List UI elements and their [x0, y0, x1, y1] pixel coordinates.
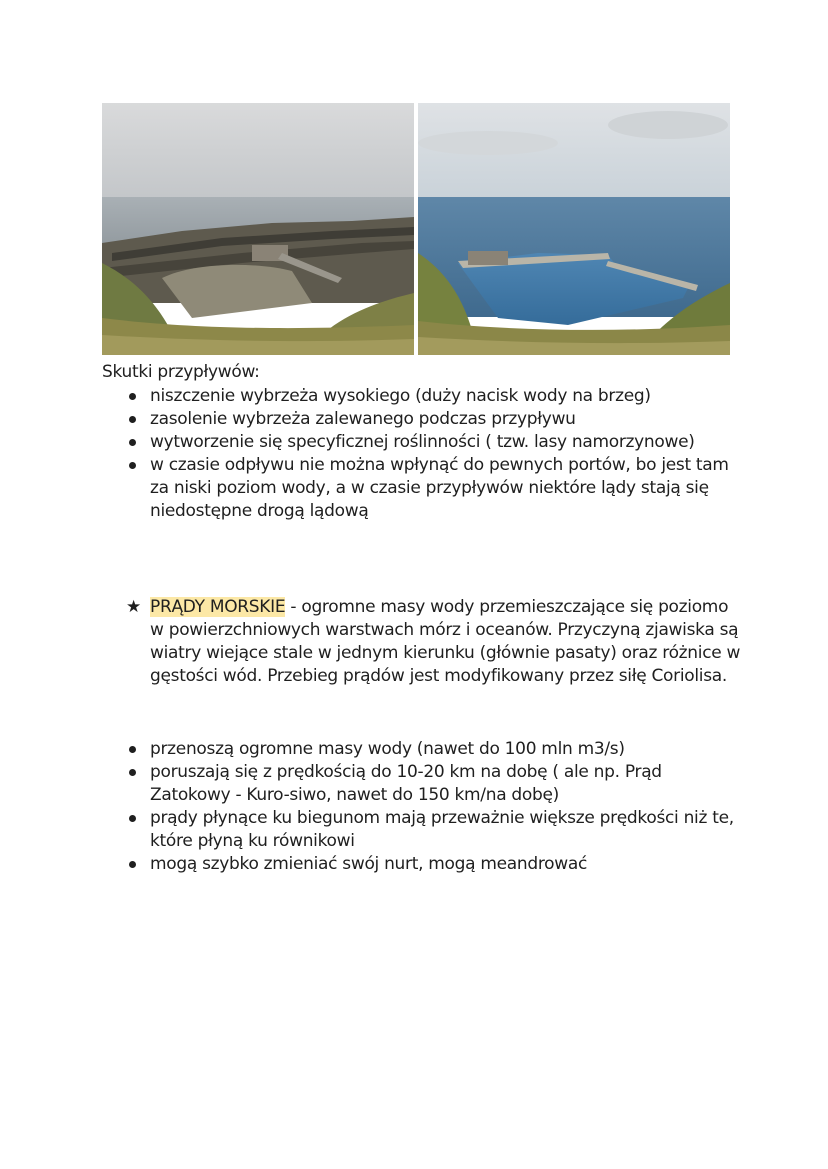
bullet-icon	[129, 439, 136, 446]
list-item: przenoszą ogromne masy wody (nawet do 100 mln m3/s)	[126, 738, 742, 761]
list-item: mogą szybko zmieniać swój nurt, mogą meandrować	[126, 853, 742, 876]
low-tide-harbor-photo	[102, 103, 414, 355]
bullet-icon	[129, 769, 136, 776]
photo-pair	[102, 103, 730, 355]
bullet-icon	[129, 746, 136, 753]
definition-block	[126, 596, 742, 688]
bullet-icon	[129, 861, 136, 868]
currents-list	[126, 738, 742, 876]
definition-paragraph	[126, 596, 742, 688]
star-icon: ★	[126, 597, 141, 617]
bullet-icon	[129, 416, 136, 423]
list-item: poruszają się z prędkością do 10-20 km na dobę ( ale np. Prąd Zatokowy - Kuro-siwo, nawet do 150 km/na dobę)	[126, 761, 742, 807]
bullet-icon	[129, 393, 136, 400]
list-item: zasolenie wybrzeża zalewanego podczas przypływu	[126, 408, 742, 431]
section-heading: Skutki przypływów:	[102, 362, 260, 382]
effects-list	[126, 385, 742, 523]
definition-text: - ogromne masy wody przemieszczające się poziomo w powierzchniowych warstwach mórz i oceanów. Przyczyną zjawiska są wiatry wiejące stale w jednym kierunku (głównie pasaty) oraz różnice w gęstości wód. Przebieg prądów jest modyfikowany przez siłę Coriolisa.	[150, 597, 741, 686]
highlighted-term: PRĄDY MORSKIE	[150, 597, 286, 617]
bullet-icon	[129, 815, 136, 822]
high-tide-harbor-photo	[418, 103, 730, 355]
bullet-icon	[129, 462, 136, 469]
list-item: wytworzenie się specyficznej roślinności ( tzw. lasy namorzynowe)	[126, 431, 742, 454]
list-item: prądy płynące ku biegunom mają przeważnie większe prędkości niż te, które płyną ku równikowi	[126, 807, 742, 853]
list-item: niszczenie wybrzeża wysokiego (duży nacisk wody na brzeg)	[126, 385, 742, 408]
list-item: w czasie odpływu nie można wpłynąć do pewnych portów, bo jest tam za niski poziom wody, a w czasie przypływów niektóre lądy stają się niedostępne drogą lądową	[126, 454, 742, 523]
